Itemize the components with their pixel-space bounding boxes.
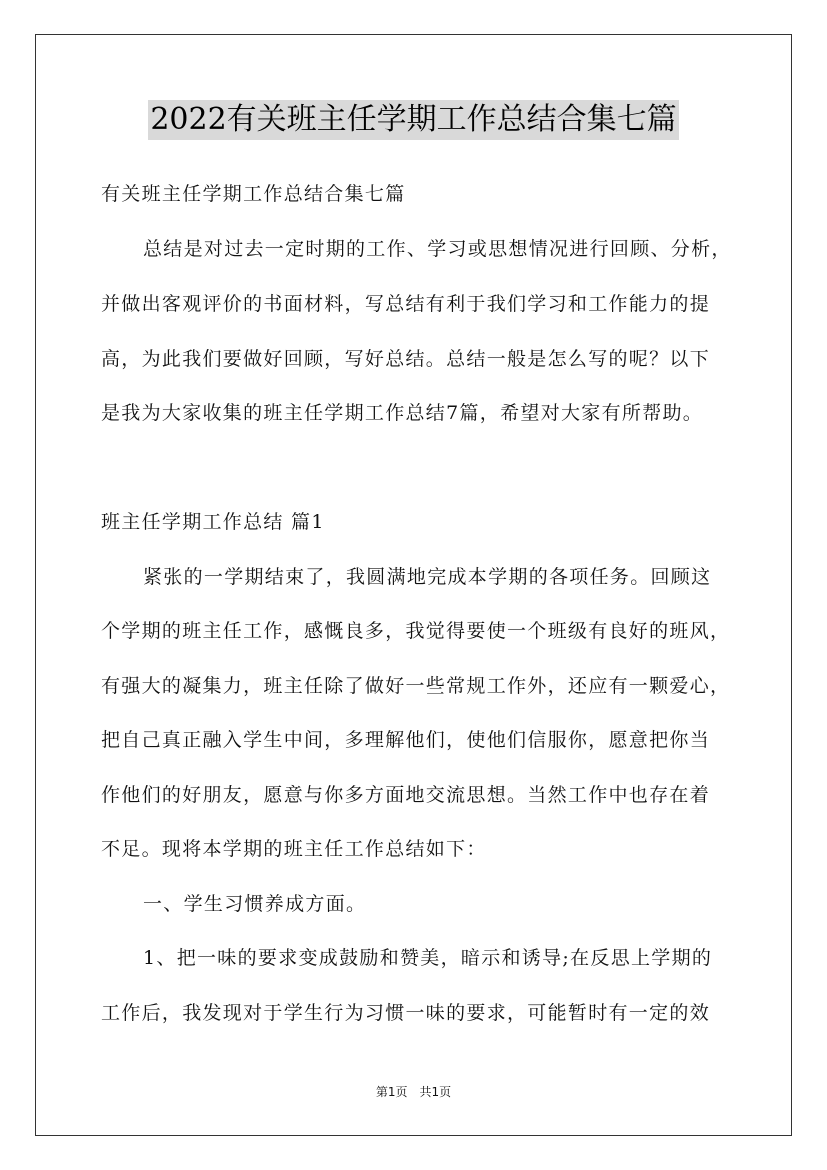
intro-paragraph-line: 是我为大家收集的班主任学期工作总结7篇，希望对大家有所帮助。 bbox=[101, 402, 704, 424]
body-paragraph-line: 工作后，我发现对于学生行为习惯一味的要求，可能暂时有一定的效 bbox=[101, 1002, 711, 1024]
body-paragraph-line: 1、把一味的要求变成鼓励和赞美，暗示和诱导;在反思上学期的 bbox=[143, 947, 713, 969]
body-paragraph-line: 不足。现将本学期的班主任工作总结如下： bbox=[101, 838, 487, 860]
title-container bbox=[0, 100, 827, 140]
subsection-heading: 一、学生习惯养成方面。 bbox=[143, 893, 367, 915]
body-paragraph-line: 把自己真正融入学生中间，多理解他们，使他们信服你，愿意把你当 bbox=[101, 729, 711, 751]
intro-paragraph-line: 并做出客观评价的书面材料，写总结有利于我们学习和工作能力的提 bbox=[101, 293, 711, 315]
page-footer: 第1页 共1页 bbox=[375, 1085, 452, 1099]
body-paragraph-line: 紧张的一学期结束了，我圆满地完成本学期的各项任务。回顾这 bbox=[143, 566, 712, 588]
body-paragraph-line: 有强大的凝集力，班主任除了做好一些常规工作外，还应有一颗爱心， bbox=[101, 675, 731, 697]
intro-paragraph-line: 高，为此我们要做好回顾，写好总结。总结一般是怎么写的呢？以下 bbox=[101, 348, 711, 370]
subtitle-line: 有关班主任学期工作总结合集七篇 bbox=[101, 183, 406, 205]
document-title: 2022有关班主任学期工作总结合集七篇 bbox=[148, 100, 678, 140]
body-paragraph-line: 个学期的班主任工作，感慨良多，我觉得要使一个班级有良好的班风， bbox=[101, 620, 731, 642]
section-heading: 班主任学期工作总结 篇1 bbox=[101, 511, 325, 533]
body-paragraph-line: 作他们的好朋友，愿意与你多方面地交流思想。当然工作中也存在着 bbox=[101, 784, 711, 806]
intro-paragraph-line: 总结是对过去一定时期的工作、学习或思想情况进行回顾、分析， bbox=[143, 238, 732, 260]
